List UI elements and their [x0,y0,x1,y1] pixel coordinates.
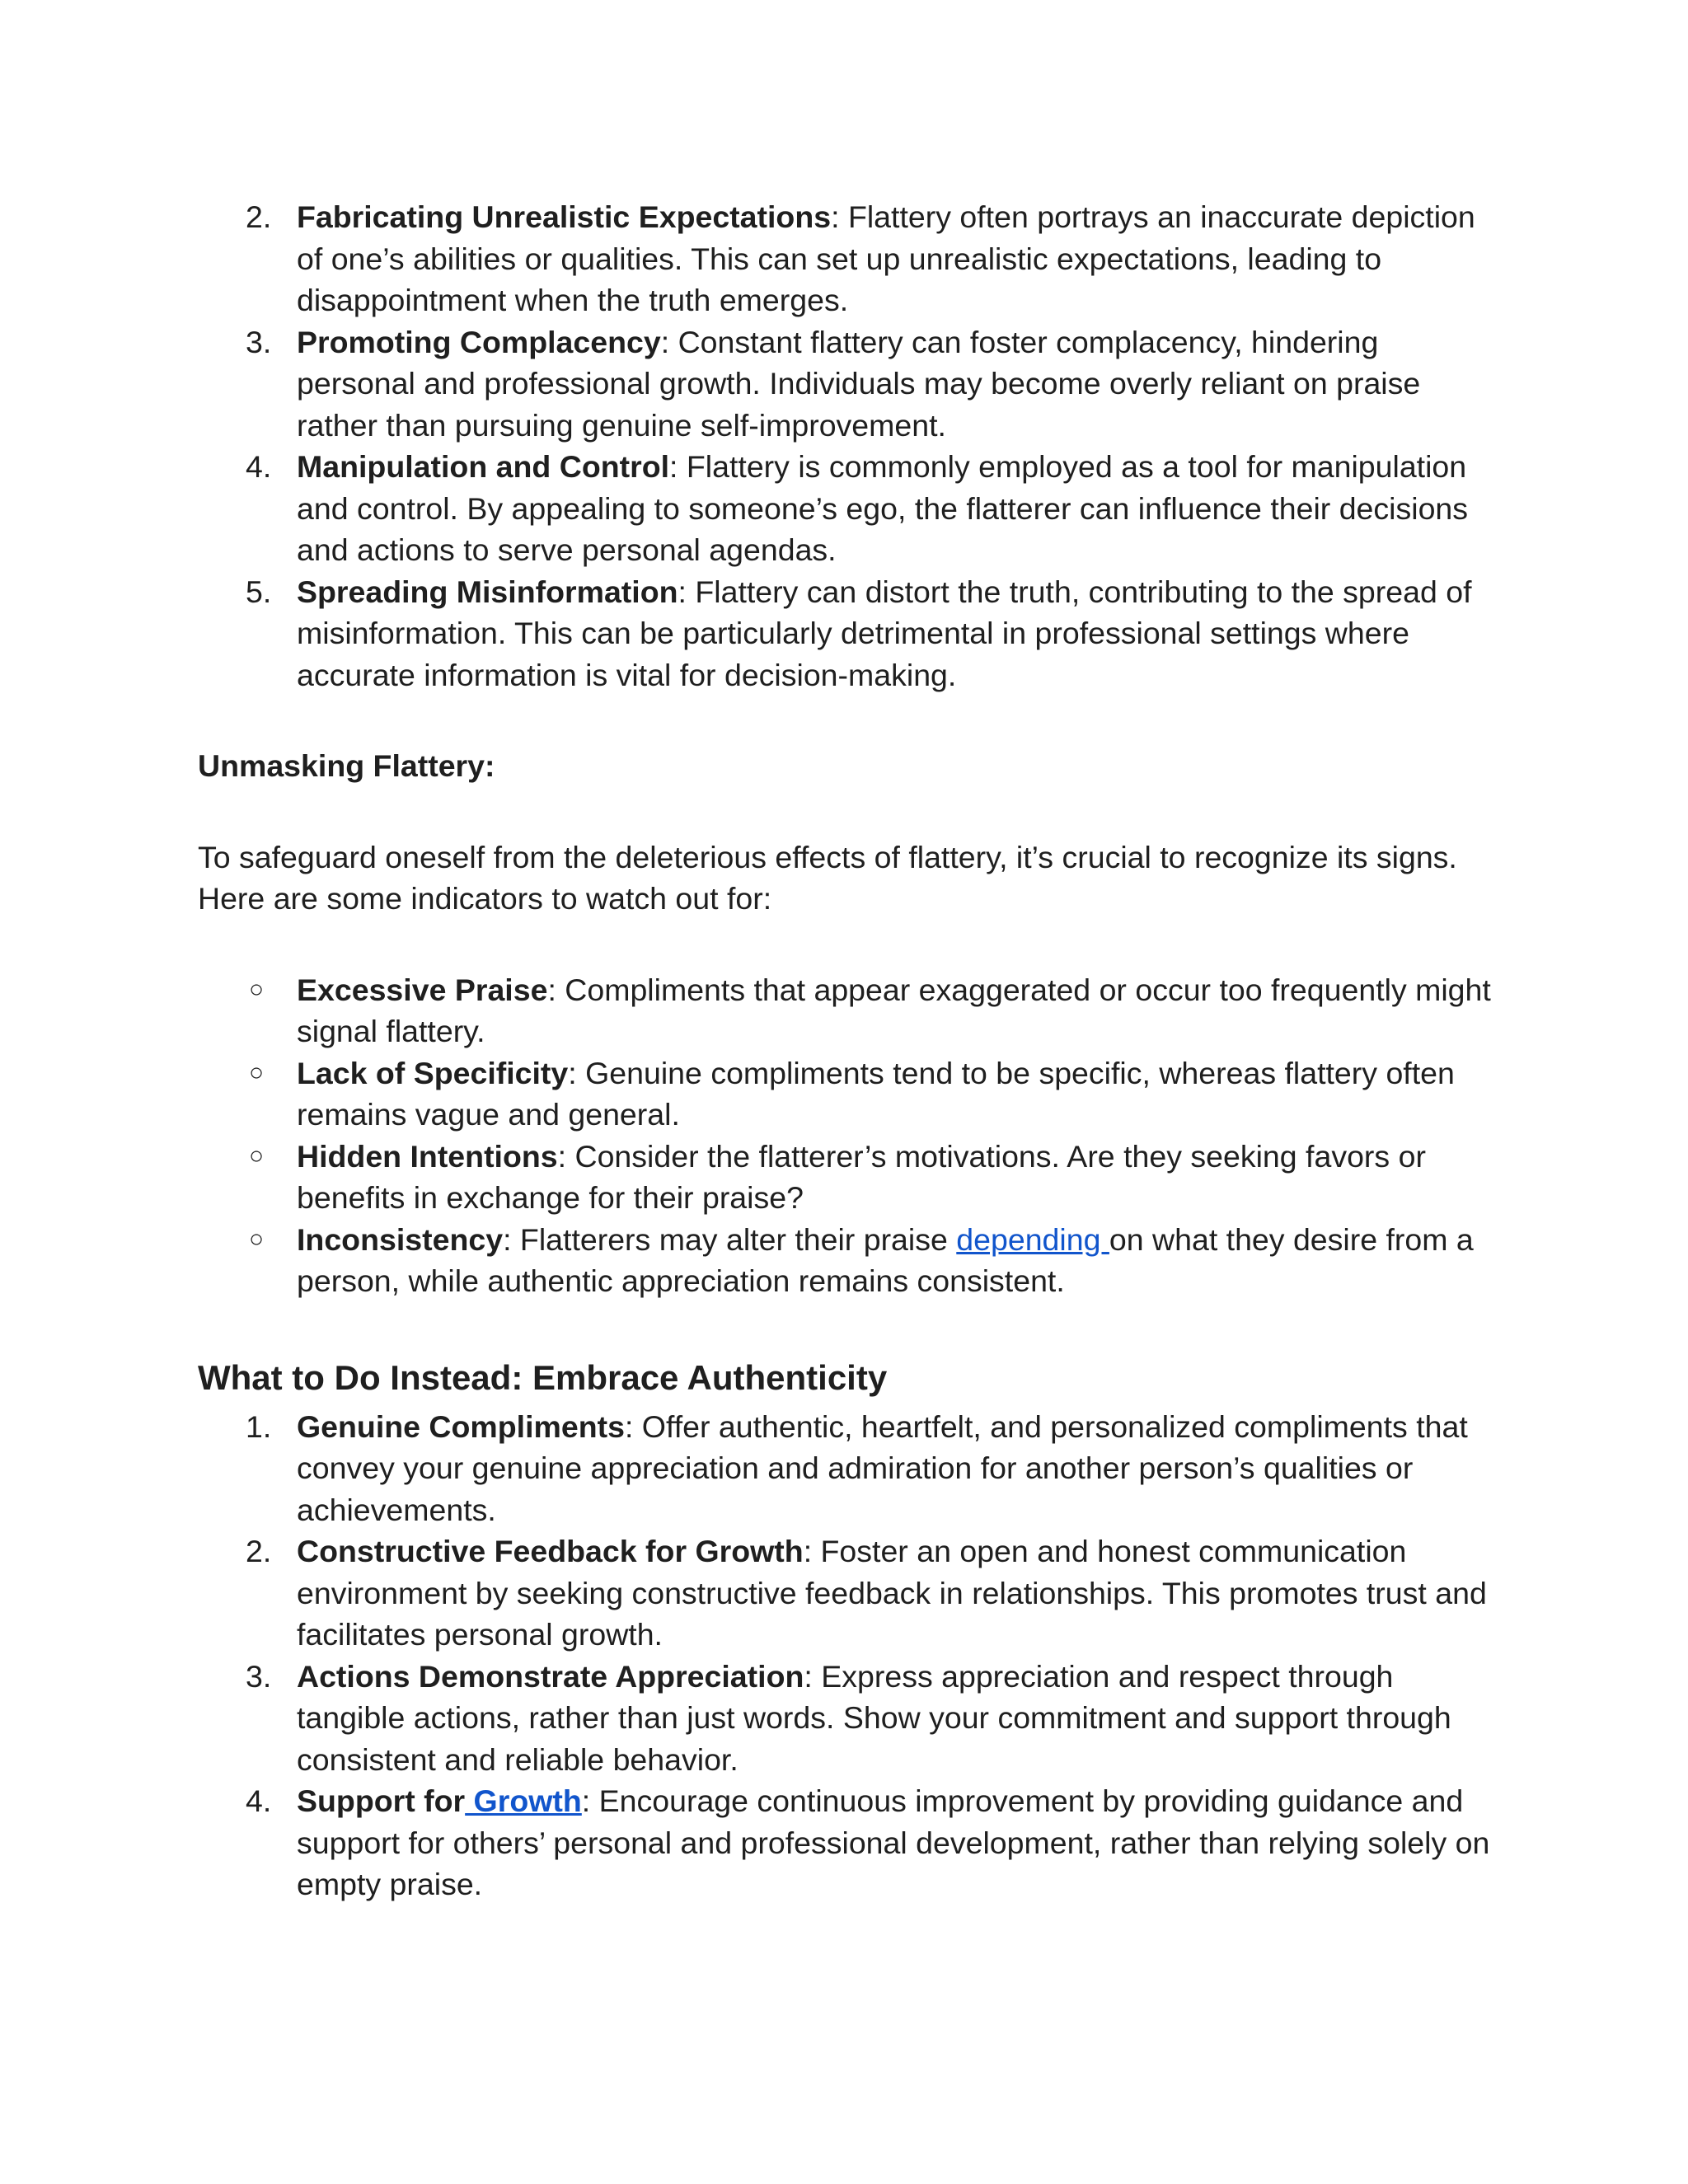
bullet-item-term: Excessive Praise [297,972,548,1007]
list-item [198,1530,1500,1656]
list-number: 2. [246,1534,272,1568]
hollow-circle-bullet-icon: ○ [249,1058,265,1086]
unmasking-heading: Unmasking Flattery: [198,748,495,783]
list-item [198,1406,1500,1531]
bullet-item-text: : Flatterers may alter their praise [503,1221,957,1257]
embrace-authenticity-list [198,1406,1500,1905]
list-item-term: Fabricating Unrealistic Expectations [297,199,832,234]
document-content [198,196,1500,1905]
list-item-term: Manipulation and Control [297,449,670,484]
list-number: 4. [246,449,272,484]
bullet-item-text: : Genuine compliments tend to be specific, whereas flattery often remains vague and general. [297,1055,1455,1132]
list-item-term: Actions Demonstrate Appreciation [297,1658,804,1694]
hollow-circle-bullet-icon: ○ [249,975,265,1003]
bullet-item [198,1052,1500,1136]
list-item-text: : Express appreciation and respect through tangible actions, rather than just words. Show your commitment and support through consistent and reliable behavior. [297,1658,1451,1777]
hollow-circle-bullet-icon: ○ [249,1225,265,1253]
list-item [198,571,1500,696]
list-item-text: : Flattery can distort the truth, contributing to the spread of misinformation. This can be particularly detrimental in professional settings where accurate information is vital for decision-making. [297,574,1472,692]
list-number: 3. [246,324,272,359]
list-item-term: Constructive Feedback for Growth [297,1534,804,1568]
bullet-item [198,1136,1500,1219]
list-item-term: Genuine Compliments [297,1408,625,1444]
list-number: 3. [246,1658,272,1694]
list-item [198,1656,1500,1781]
list-item-term: Support for [297,1783,466,1818]
list-item-text: : Constant flattery can foster complacency, hindering personal and professional growth. Individuals may become overly reliant on praise rather than pursuing genuine self-improvement. [297,324,1421,443]
depending-link[interactable]: depending [956,1221,1109,1257]
list-number: 1. [246,1408,272,1444]
flattery-dangers-list [198,196,1500,696]
list-item-text: : Offer authentic, heartfelt, and personalized compliments that convey your genuine appreciation and admiration for another person’s qualities or achievements. [297,1408,1468,1527]
bullet-item-term: Lack of Specificity [297,1055,569,1090]
list-item-term: Promoting Complacency [297,324,661,359]
list-number: 4. [246,1783,272,1818]
list-item [198,196,1500,321]
list-item [198,321,1500,447]
bullet-item-text: on what they desire from a person, while authentic appreciation remains consistent. [297,1221,1474,1298]
bullet-item [198,969,1500,1052]
growth-link[interactable]: Growth [465,1783,582,1818]
list-item-text: : Flattery often portrays an inaccurate depiction of one’s abilities or qualities. This can set up unrealistic expectations, leading to disappointment when the truth emerges. [297,199,1475,317]
list-item [198,446,1500,571]
bullet-item-term: Inconsistency [297,1221,504,1257]
hollow-circle-bullet-icon: ○ [249,1141,265,1169]
list-item-text: : Flattery is commonly employed as a tool for manipulation and control. By appealing to someone’s ego, the flatterer can influence their decisions and actions to serve personal agendas. [297,449,1469,567]
list-item [198,1780,1500,1905]
unmasking-intro-paragraph: To safeguard oneself from the deleterious effects of flattery, it’s crucial to recognize its signs. Here are some indicators to watch out for: [198,839,1457,916]
list-item-term: Spreading Misinformation [297,574,678,609]
bullet-item-text: : Compliments that appear exaggerated or occur too frequently might signal flattery. [297,972,1491,1048]
bullet-item-text: : Consider the flatterer’s motivations. Are they seeking favors or benefits in exchange for their praise? [297,1138,1426,1215]
list-item-text: : Encourage continuous improvement by providing guidance and support for others’ personal and professional development, rather than relying solely on empty praise. [297,1783,1490,1901]
list-number: 2. [246,199,272,234]
list-item-text: : Foster an open and honest communication environment by seeking constructive feedback in relationships. This promotes trust and facilitates personal growth. [297,1534,1487,1652]
embrace-authenticity-heading: What to Do Instead: Embrace Authenticity [198,1357,888,1397]
flattery-indicators-list [198,969,1500,1302]
list-number: 5. [246,574,272,609]
bullet-item-term: Hidden Intentions [297,1138,558,1174]
bullet-item [198,1219,1500,1302]
